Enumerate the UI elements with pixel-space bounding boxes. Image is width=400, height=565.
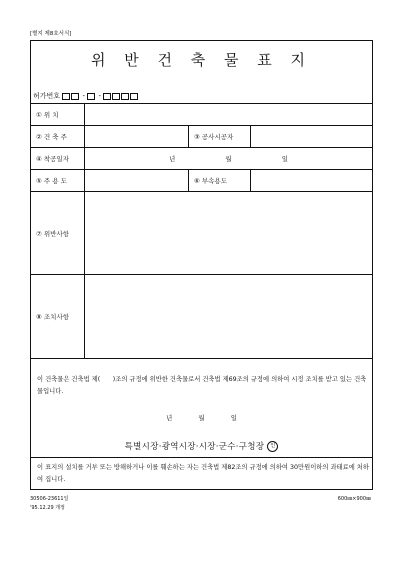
notice-date bbox=[30, 413, 373, 422]
issuing-official bbox=[30, 440, 373, 452]
date-year-unit: 년 bbox=[169, 155, 176, 163]
permit-number bbox=[33, 91, 139, 101]
date-month-unit: 월 bbox=[225, 155, 232, 163]
notice-text: 이 건축물은 건축법 제( )조의 규정에 위반한 건축물로서 건축법 제69조의 규정에 의하여 시정 조치를 받고 있는 건축물입니다. bbox=[37, 376, 367, 395]
label-main-use: ⑤ 주 용 도 bbox=[31, 170, 85, 192]
permit-number-boxes-1 bbox=[62, 92, 80, 100]
value-violation bbox=[85, 192, 373, 275]
seal-mark: 인 bbox=[267, 441, 278, 452]
value-start-date bbox=[85, 148, 373, 170]
label-sub-use: ⑥ 부속용도 bbox=[189, 170, 251, 192]
date-year-unit: 년 bbox=[166, 414, 173, 422]
label-action: ⑧ 조치사항 bbox=[31, 275, 85, 359]
label-violation: ⑦ 위반사항 bbox=[31, 192, 85, 275]
form-number-label: [별지 제8호서식] bbox=[30, 31, 72, 37]
value-action bbox=[85, 275, 373, 359]
warning-text: 이 표지의 설치를 거부 또는 방해하거나 이를 훼손하는 자는 건축법 제82조의 규정에 의하여 30만원이하의 과태료에 처하여 집니다. bbox=[37, 464, 369, 483]
official-title: 특별시장·광역시장·시장·군수·구청장 bbox=[124, 442, 265, 452]
info-table bbox=[30, 103, 373, 359]
permit-number-boxes-3 bbox=[103, 92, 139, 100]
permit-separator: - bbox=[98, 92, 102, 100]
footer-code: 30506-23611일 bbox=[30, 496, 69, 502]
form-title: 위 반 건 축 물 표 지 bbox=[90, 51, 313, 69]
permit-number-boxes-2 bbox=[87, 92, 96, 100]
footer-size: 600㎜×900㎜ bbox=[337, 496, 371, 502]
permit-number-label: 허가번호 bbox=[33, 92, 61, 100]
footer-revision-date: '95.12.29 개정 bbox=[30, 505, 65, 511]
value-owner bbox=[85, 126, 189, 148]
date-day-unit: 일 bbox=[230, 414, 237, 422]
permit-separator: - bbox=[82, 92, 86, 100]
value-sub-use bbox=[251, 170, 373, 192]
label-contractor: ③ 공사시공자 bbox=[189, 126, 251, 148]
date-month-unit: 월 bbox=[198, 414, 205, 422]
label-start-date: ④ 착공일자 bbox=[31, 148, 85, 170]
label-owner: ② 건 축 주 bbox=[31, 126, 85, 148]
divider bbox=[30, 457, 373, 458]
value-location bbox=[85, 104, 373, 126]
value-main-use bbox=[85, 170, 189, 192]
date-day-unit: 일 bbox=[281, 155, 288, 163]
label-location: ① 위 치 bbox=[31, 104, 85, 126]
value-contractor bbox=[251, 126, 373, 148]
